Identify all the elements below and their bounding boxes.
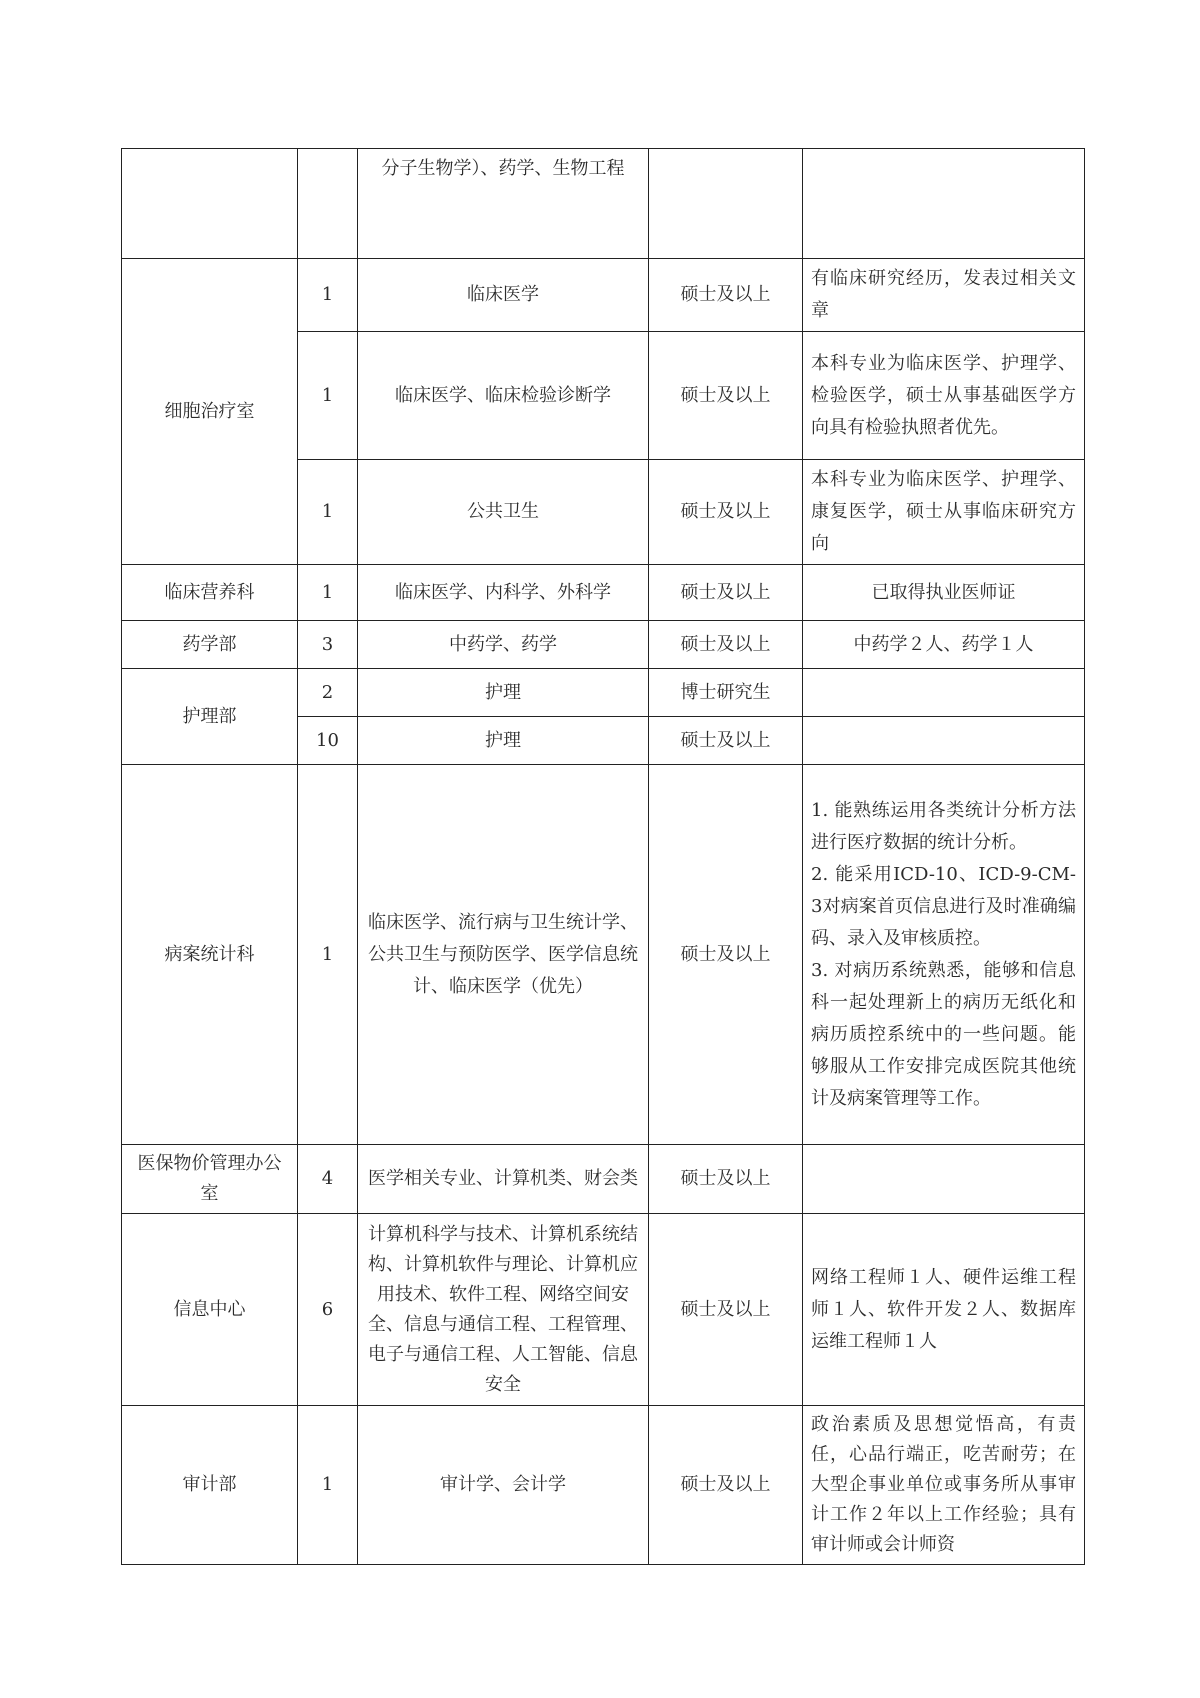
degree-cell: 硕士及以上 (649, 1406, 803, 1565)
dept-cell: 细胞治疗室 (122, 259, 298, 565)
requirement-cell (803, 669, 1085, 717)
table-row (122, 565, 1085, 621)
requirement-cell: 本科专业为临床医学、护理学、康复医学，硕士从事临床研究方向 (803, 460, 1085, 565)
degree-cell: 硕士及以上 (649, 332, 803, 460)
count-cell: 1 (298, 259, 358, 332)
degree-cell: 硕士及以上 (649, 259, 803, 332)
table-row (122, 1145, 1085, 1214)
major-cell: 临床医学、流行病与卫生统计学、公共卫生与预防医学、医学信息统计、临床医学（优先） (358, 765, 649, 1145)
major-cell: 护理 (358, 669, 649, 717)
major-cell: 护理 (358, 717, 649, 765)
degree-cell (649, 149, 803, 259)
dept-cell: 审计部 (122, 1406, 298, 1565)
major-cell: 审计学、会计学 (358, 1406, 649, 1565)
count-cell: 10 (298, 717, 358, 765)
dept-cell: 病案统计科 (122, 765, 298, 1145)
table-row (122, 149, 1085, 259)
table-row (122, 669, 1085, 717)
count-cell: 1 (298, 332, 358, 460)
major-cell: 公共卫生 (358, 460, 649, 565)
major-cell: 临床医学 (358, 259, 649, 332)
major-cell: 临床医学、内科学、外科学 (358, 565, 649, 621)
requirement-cell: 网络工程师１人、硬件运维工程师１人、软件开发２人、数据库运维工程师１人 (803, 1214, 1085, 1406)
requirement-cell: 已取得执业医师证 (803, 565, 1085, 621)
major-cell: 计算机科学与技术、计算机系统结构、计算机软件与理论、计算机应用技术、软件工程、网络空间安全、信息与通信工程、工程管理、电子与通信工程、人工智能、信息安全 (358, 1214, 649, 1406)
dept-cell: 护理部 (122, 669, 298, 765)
count-cell: 1 (298, 565, 358, 621)
requirement-item: 3. 对病历系统熟悉，能够和信息科一起处理新上的病历无纸化和病历质控系统中的一些问题。能够服从工作安排完成医院其他统计及病案管理等工作。 (811, 959, 1076, 1109)
table-row (122, 1406, 1085, 1565)
degree-cell: 硕士及以上 (649, 565, 803, 621)
requirement-cell (803, 1145, 1085, 1214)
degree-cell: 硕士及以上 (649, 717, 803, 765)
requirement-item: 1. 能熟练运用各类统计分析方法进行医疗数据的统计分析。 (811, 799, 1076, 853)
degree-cell: 硕士及以上 (649, 765, 803, 1145)
major-cell: 医学相关专业、计算机类、财会类 (358, 1145, 649, 1214)
requirement-cell (803, 765, 1085, 1145)
requirement-cell: 有临床研究经历，发表过相关文章 (803, 259, 1085, 332)
degree-cell: 硕士及以上 (649, 1214, 803, 1406)
major-cell: 中药学、药学 (358, 621, 649, 669)
count-cell: 1 (298, 1406, 358, 1565)
requirement-cell (803, 149, 1085, 259)
count-cell: 6 (298, 1214, 358, 1406)
dept-cell: 临床营养科 (122, 565, 298, 621)
count-cell (298, 149, 358, 259)
table-row (122, 621, 1085, 669)
count-cell: 1 (298, 765, 358, 1145)
dept-cell: 药学部 (122, 621, 298, 669)
count-cell: 3 (298, 621, 358, 669)
dept-cell (122, 149, 298, 259)
requirement-item: 2. 能采用ICD-10、ICD-9-CM-3对病案首页信息进行及时准确编码、录入及审核质控。 (811, 863, 1076, 949)
count-cell: 2 (298, 669, 358, 717)
degree-cell: 硕士及以上 (649, 621, 803, 669)
table-row (122, 259, 1085, 332)
count-cell: 1 (298, 460, 358, 565)
dept-cell: 信息中心 (122, 1214, 298, 1406)
requirement-cell: 本科专业为临床医学、护理学、检验医学，硕士从事基础医学方向具有检验执照者优先。 (803, 332, 1085, 460)
requirement-cell: 政治素质及思想觉悟高，有责任，心品行端正，吃苦耐劳；在大型企事业单位或事务所从事审计工作２年以上工作经验；具有审计师或会计师资 (803, 1406, 1085, 1565)
degree-cell: 硕士及以上 (649, 1145, 803, 1214)
major-cell: 分子生物学）、药学、生物工程 (358, 149, 649, 259)
degree-cell: 硕士及以上 (649, 460, 803, 565)
dept-cell: 医保物价管理办公室 (122, 1145, 298, 1214)
degree-cell: 博士研究生 (649, 669, 803, 717)
requirement-cell (803, 717, 1085, 765)
major-cell: 临床医学、临床检验诊断学 (358, 332, 649, 460)
requirement-cell: 中药学２人、药学１人 (803, 621, 1085, 669)
table-row (122, 1214, 1085, 1406)
count-cell: 4 (298, 1145, 358, 1214)
table-row (122, 765, 1085, 1145)
recruitment-table (121, 148, 1085, 1565)
